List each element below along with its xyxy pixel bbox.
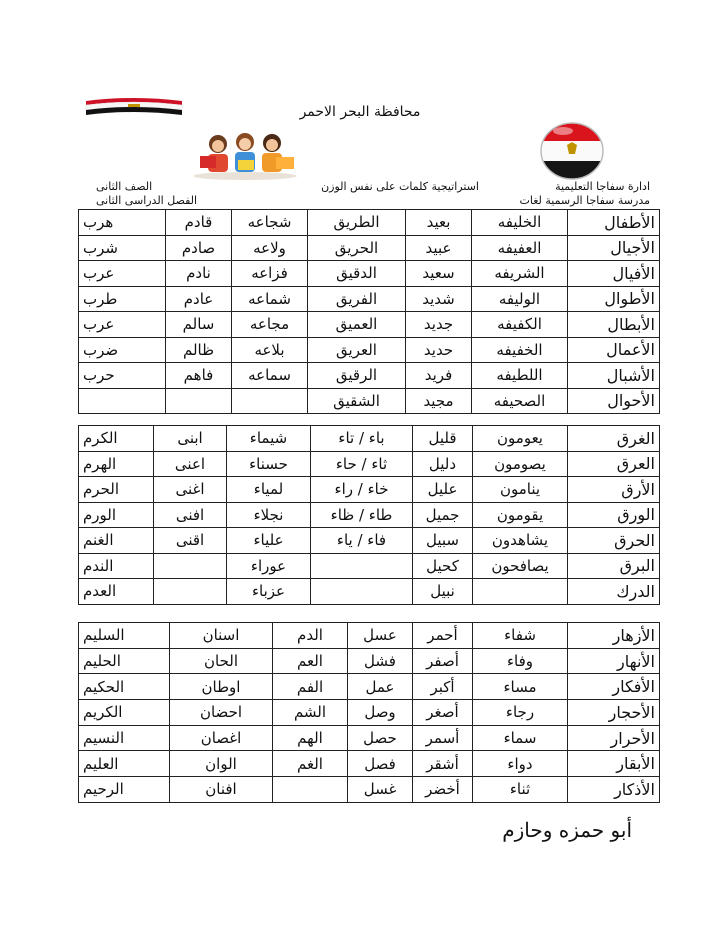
table-row — [79, 777, 660, 803]
word-cell: الأرق — [568, 477, 660, 503]
word-cell — [473, 579, 568, 605]
word-cell: طرب — [79, 286, 166, 312]
word-cell: نادم — [166, 261, 232, 287]
word-cell: الحرق — [568, 528, 660, 554]
word-cell: دواء — [473, 751, 568, 777]
word-cell — [79, 388, 166, 414]
word-cell: الشم — [273, 700, 348, 726]
strategy-label: استراتيجية كلمات على نفس الوزن — [321, 180, 479, 193]
table-row — [79, 337, 660, 363]
word-cell: فصل — [348, 751, 413, 777]
table-row — [79, 674, 660, 700]
word-cell: الورم — [79, 502, 154, 528]
table-row — [79, 725, 660, 751]
word-cell: الخفيفه — [472, 337, 568, 363]
word-cell: عسل — [348, 623, 413, 649]
word-cell: أكبر — [413, 674, 473, 700]
word-cell: الشريفه — [472, 261, 568, 287]
word-cell: دليل — [413, 451, 473, 477]
word-cell — [154, 553, 227, 579]
table-row — [79, 477, 660, 503]
word-cell: فشل — [348, 648, 413, 674]
word-cell: بلاعه — [232, 337, 308, 363]
word-cell — [154, 579, 227, 605]
table-row — [79, 528, 660, 554]
word-cell: عوراء — [227, 553, 311, 579]
word-cell: العليم — [79, 751, 170, 777]
word-cell — [232, 388, 308, 414]
word-cell — [273, 777, 348, 803]
word-cell: الكرم — [79, 426, 154, 452]
table-row — [79, 451, 660, 477]
word-cell: السليم — [79, 623, 170, 649]
table-row — [79, 751, 660, 777]
word-cell: صادم — [166, 235, 232, 261]
word-cell: عادم — [166, 286, 232, 312]
word-cell: عبيد — [406, 235, 472, 261]
word-cell: الوليفه — [472, 286, 568, 312]
word-cell: الطريق — [308, 210, 406, 236]
word-cell: ظالم — [166, 337, 232, 363]
word-cell — [311, 553, 413, 579]
table-row — [79, 579, 660, 605]
word-cell: الفم — [273, 674, 348, 700]
word-cell: الأعمال — [568, 337, 660, 363]
word-cell: شرب — [79, 235, 166, 261]
word-cell: طاء / ظاء — [311, 502, 413, 528]
word-cell: هرب — [79, 210, 166, 236]
word-cell: باء / تاء — [311, 426, 413, 452]
word-cell: الأزهار — [568, 623, 660, 649]
word-cell: سالم — [166, 312, 232, 338]
word-cell: عليل — [413, 477, 473, 503]
word-cell: يشاهدون — [473, 528, 568, 554]
word-cell: شماعه — [232, 286, 308, 312]
table-row — [79, 286, 660, 312]
word-cell: الصحيفه — [472, 388, 568, 414]
word-cell: الرقيق — [308, 363, 406, 389]
word-cell: لمياء — [227, 477, 311, 503]
word-cell: العدم — [79, 579, 154, 605]
word-cell: الحكيم — [79, 674, 170, 700]
word-cell: حرب — [79, 363, 166, 389]
word-cell: الحرم — [79, 477, 154, 503]
word-cell: أخضر — [413, 777, 473, 803]
word-cell: الغنم — [79, 528, 154, 554]
word-cell: العرق — [568, 451, 660, 477]
word-cell: العريق — [308, 337, 406, 363]
word-cell: سعيد — [406, 261, 472, 287]
word-table-2 — [78, 425, 660, 605]
table-row — [79, 553, 660, 579]
word-cell: الندم — [79, 553, 154, 579]
word-cell: أشقر — [413, 751, 473, 777]
word-cell: مساء — [473, 674, 568, 700]
word-cell: الأحجار — [568, 700, 660, 726]
word-cell: الأذكار — [568, 777, 660, 803]
word-cell: قادم — [166, 210, 232, 236]
table-row — [79, 623, 660, 649]
word-cell: العميق — [308, 312, 406, 338]
word-cell: الحريق — [308, 235, 406, 261]
word-cell: شديد — [406, 286, 472, 312]
word-cell: عرب — [79, 312, 166, 338]
word-cell: افنى — [154, 502, 227, 528]
word-cell: الدم — [273, 623, 348, 649]
word-cell: الأشبال — [568, 363, 660, 389]
word-cell: خاء / راء — [311, 477, 413, 503]
word-cell: عرب — [79, 261, 166, 287]
word-cell: فريد — [406, 363, 472, 389]
table-row — [79, 502, 660, 528]
word-cell: الأفكار — [568, 674, 660, 700]
word-cell: أحمر — [413, 623, 473, 649]
word-cell: الأجيال — [568, 235, 660, 261]
word-cell: الدقيق — [308, 261, 406, 287]
word-cell: العم — [273, 648, 348, 674]
word-cell: أصغر — [413, 700, 473, 726]
word-cell: ضرب — [79, 337, 166, 363]
table-row — [79, 210, 660, 236]
word-cell: أصفر — [413, 648, 473, 674]
word-cell: الأحوال — [568, 388, 660, 414]
admin-label: ادارة سفاجا التعليمية — [555, 180, 650, 193]
word-cell: شيماء — [227, 426, 311, 452]
word-cell: اسنان — [170, 623, 273, 649]
word-cell: حسناء — [227, 451, 311, 477]
word-cell: الحان — [170, 648, 273, 674]
word-cell: مجيد — [406, 388, 472, 414]
word-cell: سماعه — [232, 363, 308, 389]
word-cell: الأنهار — [568, 648, 660, 674]
term-label: الفصل الدراسى الثانى — [96, 194, 198, 207]
word-cell: الأبقار — [568, 751, 660, 777]
grade-label: الصف الثانى — [96, 180, 153, 193]
word-cell: جديد — [406, 312, 472, 338]
word-cell: الأطوال — [568, 286, 660, 312]
word-cell: اعنى — [154, 451, 227, 477]
word-cell: ابنى — [154, 426, 227, 452]
table-row — [79, 700, 660, 726]
word-cell: الكفيفه — [472, 312, 568, 338]
word-cell: عزباء — [227, 579, 311, 605]
word-cell: الغم — [273, 751, 348, 777]
word-cell: يصافحون — [473, 553, 568, 579]
word-cell: غسل — [348, 777, 413, 803]
word-cell: الأفيال — [568, 261, 660, 287]
word-cell: العفيفه — [472, 235, 568, 261]
word-cell: الورق — [568, 502, 660, 528]
word-table-1 — [78, 209, 660, 414]
word-cell: وصل — [348, 700, 413, 726]
word-cell: الهرم — [79, 451, 154, 477]
word-cell: احضان — [170, 700, 273, 726]
word-cell: الفريق — [308, 286, 406, 312]
word-cell: جميل — [413, 502, 473, 528]
table-row — [79, 261, 660, 287]
word-cell: الرحيم — [79, 777, 170, 803]
word-cell: كحيل — [413, 553, 473, 579]
word-cell: ثناء — [473, 777, 568, 803]
word-cell: ثاء / حاء — [311, 451, 413, 477]
signature: أبو حمزه وحازم — [502, 818, 632, 842]
word-cell: النسيم — [79, 725, 170, 751]
word-cell: الشقيق — [308, 388, 406, 414]
table-row — [79, 648, 660, 674]
word-cell: أسمر — [413, 725, 473, 751]
table-row — [79, 388, 660, 414]
word-cell: شفاء — [473, 623, 568, 649]
table-row — [79, 363, 660, 389]
word-cell: الكريم — [79, 700, 170, 726]
word-cell: الأحرار — [568, 725, 660, 751]
table-row — [79, 312, 660, 338]
word-cell: نبيل — [413, 579, 473, 605]
word-cell: قليل — [413, 426, 473, 452]
word-table-3 — [78, 622, 660, 803]
children-reading-icon — [190, 130, 300, 180]
word-cell: فزاعه — [232, 261, 308, 287]
table-row — [79, 235, 660, 261]
governorate-title: محافظة البحر الاحمر — [299, 104, 421, 120]
school-label: مدرسة سفاجا الرسمية لغات — [519, 194, 650, 207]
word-cell: يصومون — [473, 451, 568, 477]
word-cell: افنان — [170, 777, 273, 803]
word-cell: حديد — [406, 337, 472, 363]
word-cell: فاهم — [166, 363, 232, 389]
word-cell: اغنى — [154, 477, 227, 503]
word-cell: حصل — [348, 725, 413, 751]
word-cell: نجلاء — [227, 502, 311, 528]
word-cell: ينامون — [473, 477, 568, 503]
word-cell: الأطفال — [568, 210, 660, 236]
word-cell: وفاء — [473, 648, 568, 674]
word-cell: اللطيفه — [472, 363, 568, 389]
word-cell: الغرق — [568, 426, 660, 452]
table-row — [79, 426, 660, 452]
word-cell: اوطان — [170, 674, 273, 700]
word-cell: بعيد — [406, 210, 472, 236]
word-cell: الهم — [273, 725, 348, 751]
word-cell: البرق — [568, 553, 660, 579]
word-cell: ولاعه — [232, 235, 308, 261]
word-cell — [311, 579, 413, 605]
word-cell: فاء / ياء — [311, 528, 413, 554]
word-cell: سبيل — [413, 528, 473, 554]
word-cell: اقنى — [154, 528, 227, 554]
word-cell: يقومون — [473, 502, 568, 528]
word-cell: الحليم — [79, 648, 170, 674]
word-cell: اغصان — [170, 725, 273, 751]
egypt-flag-icon — [537, 121, 607, 183]
word-cell: الخليفه — [472, 210, 568, 236]
word-cell: يعومون — [473, 426, 568, 452]
word-cell: مجاعه — [232, 312, 308, 338]
word-cell: علياء — [227, 528, 311, 554]
word-cell: الدرك — [568, 579, 660, 605]
word-cell: عمل — [348, 674, 413, 700]
word-cell: شجاعه — [232, 210, 308, 236]
word-cell: رجاء — [473, 700, 568, 726]
word-cell: سماء — [473, 725, 568, 751]
word-cell: الأبطال — [568, 312, 660, 338]
word-cell: الوان — [170, 751, 273, 777]
word-cell — [166, 388, 232, 414]
